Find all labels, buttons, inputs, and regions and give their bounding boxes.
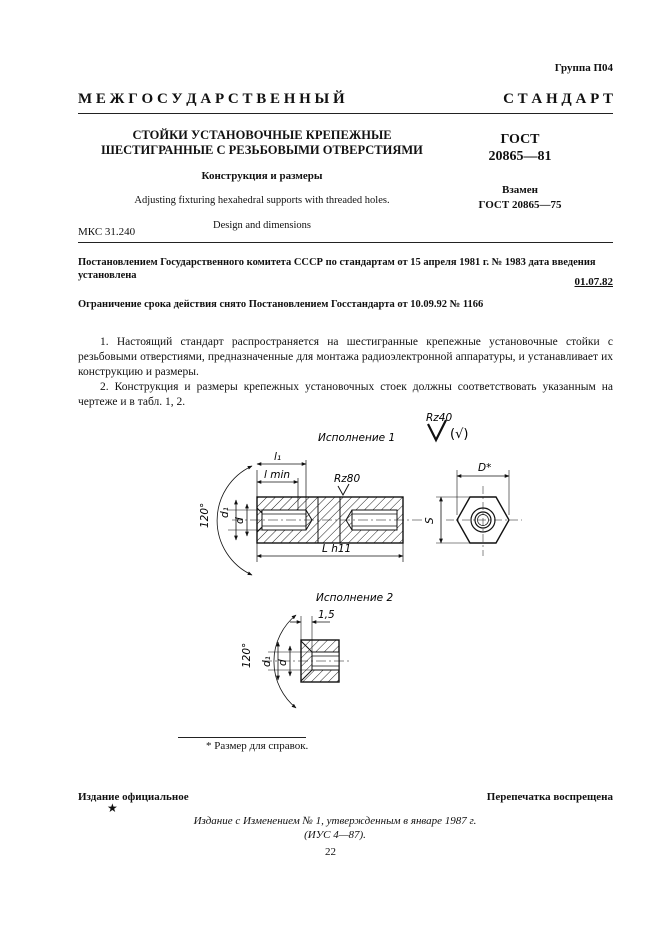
dim-d: d — [234, 517, 246, 524]
dim-d1: d₁ — [219, 507, 231, 518]
banner-word-interstate: М Е Ж Г О С У Д А Р С Т В Е Н Н Ы Й — [78, 91, 345, 107]
footnote-rule — [178, 737, 306, 738]
gost-number: 20865—81 — [488, 149, 552, 164]
dim-D: D* — [478, 462, 492, 474]
dim-lmin: l min — [264, 469, 291, 481]
hexagon-end-view — [446, 486, 522, 556]
body-paragraph-1: 1. Настоящий стандарт распространяется на шестигранные крепежные установочные стойки с резьбовыми отверстиями, предназначенные для монтажа радиоэлектронной аппаратуры, и устанавливает их конструкцию и размеры. — [78, 336, 613, 378]
title-en-line1: Adjusting fixturing hexahedral supports with threaded holes. — [134, 195, 390, 206]
dim-chamfer: 1,5 — [318, 609, 335, 621]
group-code: Группа П04 — [554, 62, 613, 74]
roughness-main-label: Rz40 — [426, 412, 453, 424]
replaces-label: Взамен — [502, 184, 538, 196]
version2-label: Исполнение 2 — [316, 592, 394, 604]
intro-date: 01.07.82 — [574, 276, 613, 288]
dim-rz80: Rz80 — [334, 473, 361, 485]
title-ru-line1: СТОЙКИ УСТАНОВОЧНЫЕ КРЕПЕЖНЫЕ — [132, 128, 392, 142]
title-ru-line2: ШЕСТИГРАННЫЕ С РЕЗЬБОВЫМИ ОТВЕРСТИЯМИ — [101, 143, 423, 157]
limitation-text: Ограничение срока действия снято Постановлением Госстандарта от 10.09.92 № 1166 — [78, 299, 484, 310]
mks-code: МКС 31.240 — [78, 226, 136, 238]
v2-dim-d1: d₁ — [261, 656, 273, 667]
replaces-number: ГОСТ 20865—75 — [478, 199, 562, 211]
edition-line1: Издание с Изменением № 1, утвержденным в январе 1987 г. — [193, 815, 477, 827]
title-en-line2: Design and dimensions — [213, 220, 311, 231]
footnote: * Размер для справок. — [206, 740, 309, 752]
dim-l1: l₁ — [274, 451, 282, 463]
edition-note — [150, 814, 520, 842]
edition-line2: (ИУС 4—87). — [304, 829, 366, 841]
star-icon: ★ — [107, 801, 118, 815]
gost-label: ГОСТ — [500, 132, 540, 147]
version1-label: Исполнение 1 — [318, 432, 396, 444]
dim-length: L h11 — [322, 543, 352, 555]
roughness-other-label: (√) — [450, 427, 469, 442]
decree-text: Постановлением Государственного комитета СССР по стандартам от 15 апреля 1981 г. № 1983 дата введения установлена — [78, 257, 596, 281]
reprint-prohibited: Перепечатка воспрещена — [486, 791, 613, 803]
banner-word-standard: С Т А Н Д А Р Т — [503, 91, 613, 107]
subtitle-ru: Конструкция и размеры — [201, 170, 323, 182]
version1-section — [232, 497, 425, 543]
dim-S: S — [424, 517, 436, 524]
body-paragraph-2: 2. Конструкция и размеры крепежных установочных стоек должны соответствовать указанным на чертеже и в табл. 1, 2. — [78, 381, 613, 408]
dim-angle: 120° — [199, 502, 211, 528]
official-edition: Издание официальное — [78, 791, 189, 803]
v2-dim-angle: 120° — [241, 642, 253, 668]
v2-dim-d: d — [277, 659, 289, 666]
page-number: 22 — [325, 846, 336, 858]
